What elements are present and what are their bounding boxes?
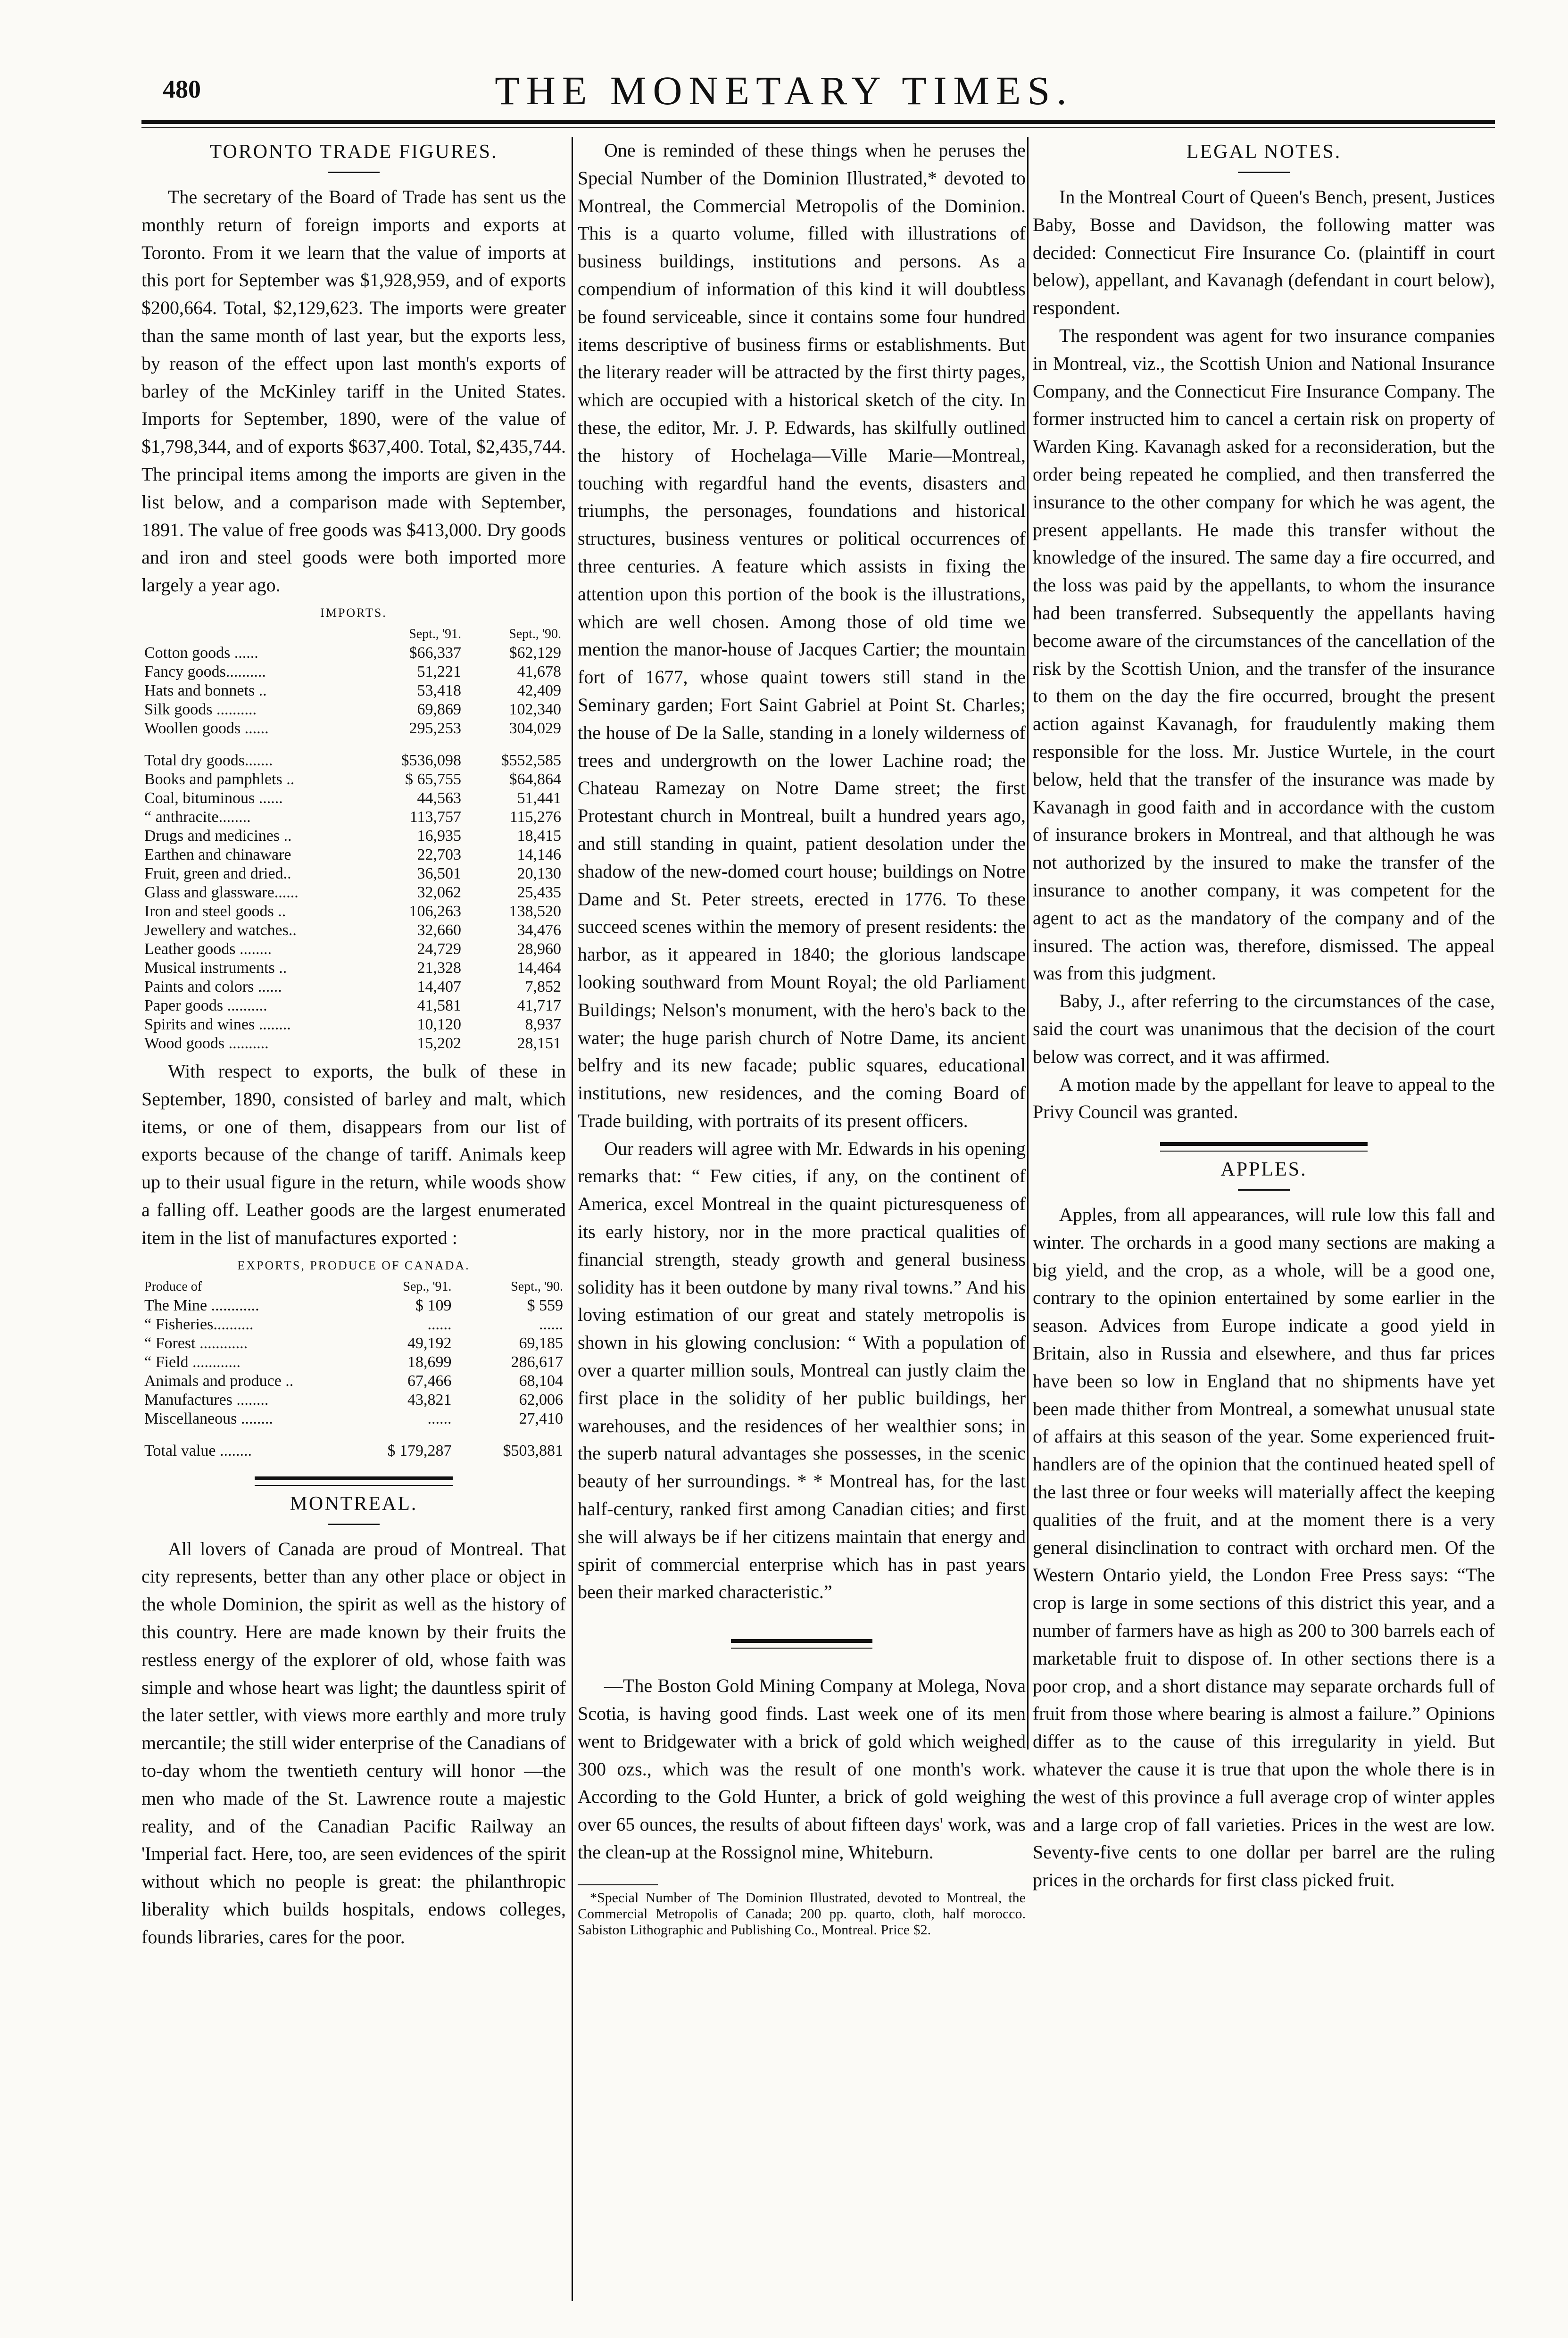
table-cell-item: Musical instruments ..	[144, 959, 287, 977]
table-cell-value: ......	[427, 1409, 452, 1427]
table-row	[141, 996, 564, 1015]
montreal-paragraph-1: All lovers of Canada are proud of Montreal. That city represents, better than any other place or object in the whole Dominion, the spirit as well as the history of this country. Here are made known by their fruits the restless energy of the explorer of old, whose faith was simple and whose heart was light; the dauntless spirit of the later settler, with views more earthly and more truly mercantile; the still wider enterprise of the Canadians of to-day whom the twentieth century will honor —the men who made of the St. Lawrence route a majestic reality, and of the Canadian Pacific Railway an 'Imperial fact. Here, too, are seen evidences of the spirit without which no people is great: the philanthropic liberality which builds hospitals, endows colleges, founds libraries, cares for the poor.	[141, 1538, 566, 1948]
table-row	[141, 883, 564, 902]
table-row	[141, 789, 564, 808]
header-rule	[141, 120, 1495, 124]
table-cell-item: “ Forest ............	[144, 1334, 248, 1352]
table-cell-value: $ 559	[527, 1296, 563, 1314]
section-rule	[1238, 172, 1290, 173]
table-cell-item: Manufactures ........	[144, 1391, 269, 1409]
exports-rows	[141, 1296, 566, 1428]
table-cell-value: 8,937	[525, 1015, 561, 1033]
table-cell-value: 32,660	[417, 921, 461, 939]
section-rule	[328, 172, 380, 173]
section-double-rule	[731, 1639, 872, 1649]
imports-col-1991: Sept., '91.	[409, 626, 461, 641]
legal-heading: LEGAL NOTES.	[1186, 141, 1342, 163]
section-rule	[1238, 1189, 1290, 1191]
table-cell-item: Earthen and chinaware	[144, 846, 291, 863]
table-cell-value: 27,410	[519, 1409, 563, 1427]
section-rule	[328, 1524, 380, 1525]
imports-col-1990: Sept., '90.	[509, 626, 561, 641]
table-cell-item: Woollen goods ......	[144, 719, 269, 737]
table-cell-value: 21,328	[417, 959, 461, 977]
section-double-rule	[1160, 1142, 1368, 1152]
table-row	[141, 1334, 566, 1353]
table-cell-value: 113,757	[409, 808, 461, 826]
table-cell-value: 15,202	[417, 1034, 461, 1052]
table-cell-value: 25,435	[517, 883, 561, 901]
toronto-paragraph: The secretary of the Board of Trade has sent us the monthly return of foreign imports and exports at Toronto. From it we learn that the value of imports at this port for September was $1,928,959, and of exports $200,664. Total, $2,129,623. The imports were greater than the same month of last year, but the exports less, by reason of the effect upon last month's exports of barley of the McKinley tariff in the United States. Imports for September, 1890, were of the value of $1,798,344, and of exports $637,400. Total, $2,435,744. The principal items among the imports are given in the list below, and a comparison made with September, 1891. The value of free goods was $413,000. Dry goods and iron and steel goods were both imported more largely a year ago.	[141, 186, 566, 596]
table-cell-value: 14,464	[517, 959, 561, 977]
table-cell-value: 62,006	[519, 1391, 563, 1409]
toronto-heading: TORONTO TRADE FIGURES.	[209, 141, 498, 163]
table-cell-item: “ anthracite........	[144, 808, 251, 826]
table-cell-value: 102,340	[509, 700, 561, 718]
table-row	[141, 770, 564, 789]
table-cell-value: 68,104	[519, 1372, 563, 1390]
montreal-paragraph-3: Our readers will agree with Mr. Edwards in his opening remarks that: “ Few cities, if any, on the continent of America, excel Montreal in the quaint picturesqueness of its early history, nor in the more practical qualities of financial strength, steady growth and general business solidity has it been outdone by many rival towns.” And his loving estimation of our great and stately metropolis is shown in his glowing conclusion: “ With a population of over a quarter million souls, Montreal can justly claim the first place in the solidity of her public buildings, her warehouses, and the residences of her wealthier sons; in the superb natural advantages she possesses, in the scenic beauty of her surroundings. * * Montreal has, for the last half-century, ranked first among Canadian cities; and first she will always be if her citizens maintain that energy and spirit of commercial enterprise which has in past years been their marked characteristic.”	[578, 1137, 1026, 1603]
table-cell-value: 53,418	[417, 681, 461, 699]
table-row	[141, 644, 564, 663]
table-row	[141, 921, 564, 940]
imports-table	[141, 625, 564, 1053]
table-cell-value: $62,129	[509, 644, 561, 662]
table-cell-value: 304,029	[509, 719, 561, 737]
table-row	[141, 940, 564, 959]
table-cell-value: 69,869	[417, 700, 461, 718]
table-cell-value: 295,253	[409, 719, 461, 737]
table-row	[141, 864, 564, 883]
table-cell-item: Cotton goods ......	[144, 644, 258, 662]
page-number: 480	[163, 75, 201, 103]
table-row	[141, 1353, 566, 1372]
montreal-heading: MONTREAL.	[290, 1492, 418, 1515]
table-cell-value: 106,263	[409, 902, 461, 920]
table-cell-item: Drugs and medicines ..	[144, 827, 292, 845]
table-cell-item: Fruit, green and dried..	[144, 864, 291, 882]
masthead-title: THE MONETARY TIMES.	[495, 68, 1073, 113]
table-cell-value: 28,960	[517, 940, 561, 958]
table-row-total-dry: Total dry goods....... $536,098 $552,585	[144, 751, 561, 769]
table-cell-value: 18,699	[407, 1353, 452, 1371]
table-cell-value: 49,192	[407, 1334, 452, 1352]
table-cell-item: Hats and bonnets ..	[144, 681, 267, 699]
table-cell-value: 14,146	[517, 846, 561, 863]
table-row	[141, 978, 564, 996]
table-row	[141, 1315, 566, 1334]
table-cell-item: Silk goods ..........	[144, 700, 257, 718]
table-cell-value: ......	[427, 1315, 452, 1333]
table-cell-item: Leather goods ........	[144, 940, 272, 958]
montreal-paragraph-2: One is reminded of these things when he peruses the Special Number of the Dominion Illustrated,* devoted to Montreal, the Commercial Metropolis of the Dominion. This is a quarto volume, filled with illustrations of business buildings, institutions and persons. As a compendium of information of this kind it will doubtless be found serviceable, since it contains some four hundred items descriptive of business firms or establishments. But the literary reader will be attracted by the first thirty pages, which are occupied with a historical sketch of the city. In these, the editor, Mr. J. P. Edwards, has skilfully outlined the history of Hochelaga—Ville Marie—Montreal, touching with regardful hand the events, disasters and triumphs, the personages, foundations and historical structures, business ventures or political occurrences of three centuries. A feature which assists in fixing the attention upon this portion of the book is the illustrations, which are well chosen. Among those of old time we mention the manor-house of Jacques Cartier; the mountain fort of 1677, whose quaint towers still stand in the Seminary garden; Fort Saint Gabriel at Point St. Charles; the house of De la Salle, standing in a lonely wilderness of trees and undergrowth on the lower Lachine road; the Chateau Ramezay on Notre Dame street; the first Protestant church in Montreal, built a hundred years ago, and still standing in quaint, patient desolation under the shadow of the new-domed court house; buildings on Notre Dame and St. Peter streets, erected in 1776. To these succeed scenes within the memory of present residents: the harbor, as it appeared in 1840; the glorious landscape looking southward from Mount Royal; the old Parliament Buildings; Nelson's monument, with the hero's back to the water; the huge parish church of Notre Dame, its ancient belfry and its new facade; public squares, educational institutions, new residences, and the coming Board of Trade building, with portraits of its present officers.	[578, 140, 1026, 1131]
apples-paragraph: Apples, from all appearances, will rule low this fall and winter. The orchards in a good many sections are making a big yield, and the crop, as a whole, will be a good one, contrary to the opinion entertained by some earlier in the season. Advices from Europe indicate a good yield in Britain, also in Russia and elsewhere, and thus far prices have been so low in England that no shipments have yet been made thither from Montreal, a somewhat unusual state of affairs at this season of the year. Some experienced fruit-handlers are of the opinion that the continued heated spell of the last three or four weeks will materially affect the keeping qualities of the fruit, and at the moment there is a very general disinclination to contract with orchard men. Of the Western Ontario yield, the London Free Press says: “The crop is large in some sections of this district this year, and a number of farmers have as high as 200 to 300 barrels each of marketable fruit to dispose of. In other sections there is a poor crop, and a short distance may separate orchards full of fruit from those where bearing is almost a failure.” Opinions differ as to the cause of this irregularity in yield. But whatever the cause it is true that upon the whole there is in the west of this province a full average crop of winter apples and a large crop of fall varieties. Prices in the west are low. Seventy-five cents to one dollar per barrel are the ruling prices in the orchards for first class picked fruit.	[1033, 1204, 1495, 1891]
table-row	[141, 1015, 564, 1034]
table-cell-value: 34,476	[517, 921, 561, 939]
table-cell-item: Paints and colors ......	[144, 978, 282, 995]
table-cell-item: Coal, bituminous ......	[144, 789, 283, 807]
table-row	[141, 902, 564, 921]
table-cell-value: 16,935	[417, 827, 461, 845]
table-row	[141, 1372, 566, 1391]
table-cell-value: $ 109	[415, 1296, 452, 1314]
imports-other-goods	[141, 770, 564, 1053]
section-double-rule	[255, 1476, 453, 1486]
table-row	[141, 663, 564, 681]
legal-paragraph-3: Baby, J., after referring to the circumstances of the case, said the court was unanimous that the decision of the court below was correct, and it was affirmed.	[1033, 990, 1495, 1067]
table-cell-value: 24,729	[417, 940, 461, 958]
exports-heading: EXPORTS, PRODUCE OF CANADA.	[237, 1258, 470, 1272]
column-middle	[578, 137, 1026, 2319]
table-cell-value: 41,581	[417, 996, 461, 1014]
table-cell-value: 51,441	[517, 789, 561, 807]
table-cell-item: “ Fisheries..........	[144, 1315, 254, 1333]
table-cell-item: Animals and produce ..	[144, 1372, 294, 1390]
table-row	[141, 1409, 566, 1428]
table-row	[141, 700, 564, 719]
exports-table	[141, 1277, 566, 1460]
table-cell-value: 41,717	[517, 996, 561, 1014]
table-cell-value: 44,563	[417, 789, 461, 807]
table-cell-item: Wood goods ..........	[144, 1034, 269, 1052]
table-cell-item: Paper goods ..........	[144, 996, 267, 1014]
exports-col-1990: Sept., '90.	[511, 1279, 563, 1294]
column-right	[1033, 137, 1495, 2319]
imports-dry-goods	[141, 644, 564, 738]
table-row	[141, 959, 564, 978]
table-cell-item: “ Field ............	[144, 1353, 241, 1371]
table-cell-value: ......	[539, 1315, 563, 1333]
table-cell-value: 28,151	[517, 1034, 561, 1052]
table-cell-value: 138,520	[509, 902, 561, 920]
legal-paragraph-2: The respondent was agent for two insurance companies in Montreal, viz., the Scottish Union and National Insurance Company, and the Connecticut Fire Insurance Company. The former instructed him to cancel a certain risk on property of Warden King. Kavanagh asked for a reconsideration, but the order being repeated he complied, and then transferred the insurance to the other company for which he was agent, the present appellants. He made this transfer without the knowledge of the insured. The same day a fire occurred, and the loss was paid by the appellants, to whom the insurance had been transferred. Subsequently the appellants having become aware of the circumstances of the cancellation of the risk by the Scottish Union, and the transfer of the insurance to them on the day the fire occurred, brought the present action against Kavanagh, for fraudulently making them responsible for the loss. Mr. Justice Wurtele, in the court below, held that the transfer of the insurance was made by Kavanagh in good faith and in accordance with the custom of insurance brokers in Montreal, and that although he was not authorized by the insured to make the transfer of the insurance to another company, it was competent for the agent to act as the mandatory of the company and of the insured. The action was, therefore, dismissed. The appeal was from this judgment.	[1033, 324, 1495, 984]
apples-heading: APPLES.	[1220, 1159, 1307, 1181]
table-cell-item: The Mine ............	[144, 1296, 259, 1314]
table-cell-item: Glass and glassware......	[144, 883, 299, 901]
table-cell-item: Iron and steel goods ..	[144, 902, 286, 920]
gold-mining-paragraph: —The Boston Gold Mining Company at Molega, Nova Scotia, is having good finds. Last week one of its men went to Bridgewater with a brick of gold which weighed 300 ozs., which was the result of one month's work. According to the Gold Hunter, a brick of gold weighing over 65 ounces, the results of about fifteen days' work, was the clean-up at the Rossignol mine, Whiteburn.	[578, 1675, 1026, 1863]
table-cell-value: 32,062	[417, 883, 461, 901]
toronto-exports-paragraph: With respect to exports, the bulk of these in September, 1890, consisted of barley and malt, which items, or one of them, disappears from our list of exports because of the change of tariff. Animals keep up to their usual figure in the return, while woods show a falling off. Leather goods are the largest enumerated item in the list of manufactures exported :	[141, 1060, 566, 1248]
header-rule-thin	[141, 127, 1495, 128]
column-left	[141, 137, 566, 2319]
legal-paragraph-1: In the Montreal Court of Queen's Bench, present, Justices Baby, Bosse and Davidson, the following matter was decided: Connecticut Fire Insurance Co. (plaintiff in court below), appellant, and Kavanagh (defendant in court below), respondent.	[1033, 186, 1495, 319]
table-cell-item: Jewellery and watches..	[144, 921, 297, 939]
table-cell-item: Books and pamphlets ..	[144, 770, 295, 788]
table-row	[141, 1391, 566, 1409]
table-cell-value: 10,120	[417, 1015, 461, 1033]
imports-heading: IMPORTS.	[320, 605, 387, 620]
table-row	[141, 1034, 564, 1053]
table-row	[141, 846, 564, 864]
table-row	[141, 827, 564, 846]
footnote-rule	[578, 1884, 658, 1885]
table-row	[141, 808, 564, 827]
table-cell-item: Fancy goods..........	[144, 663, 266, 680]
legal-paragraph-4: A motion made by the appellant for leave to appeal to the Privy Council was granted.	[1033, 1073, 1495, 1123]
table-cell-value: 67,466	[407, 1372, 452, 1390]
footnote: *Special Number of The Dominion Illustrated, devoted to Montreal, the Commercial Metropolis of Canada; 200 pp. quarto, cloth, half morocco. Sabiston Lithographic and Publishing Co., Montreal. Price $2.	[578, 1890, 1026, 1938]
table-cell-value: $ 65,755	[405, 770, 461, 788]
table-cell-value: 22,703	[417, 846, 461, 863]
table-cell-value: 41,678	[517, 663, 561, 680]
table-cell-value: 69,185	[519, 1334, 563, 1352]
table-cell-value: 286,617	[511, 1353, 563, 1371]
exports-col-produce: Produce of	[144, 1279, 202, 1294]
table-cell-value: 7,852	[525, 978, 561, 995]
table-cell-value: 20,130	[517, 864, 561, 882]
table-cell-value: 18,415	[517, 827, 561, 845]
table-cell-item: Miscellaneous ........	[144, 1409, 273, 1427]
table-cell-value: $64,864	[509, 770, 561, 788]
column-divider	[1027, 137, 1029, 1749]
table-row	[141, 1296, 566, 1315]
table-cell-item: Spirits and wines ........	[144, 1015, 291, 1033]
table-cell-value: 43,821	[407, 1391, 452, 1409]
table-row	[141, 681, 564, 700]
table-cell-value: 36,501	[417, 864, 461, 882]
exports-col-1991: Sep., '91.	[403, 1279, 452, 1294]
column-divider	[572, 137, 573, 2301]
table-row-total-exports: Total value ........ $ 179,287 $503,881	[144, 1442, 563, 1459]
table-cell-value: 51,221	[417, 663, 461, 680]
table-cell-value: 42,409	[517, 681, 561, 699]
table-cell-value: 115,276	[509, 808, 561, 826]
table-row	[141, 719, 564, 738]
table-cell-value: $66,337	[409, 644, 461, 662]
table-cell-value: 14,407	[417, 978, 461, 995]
